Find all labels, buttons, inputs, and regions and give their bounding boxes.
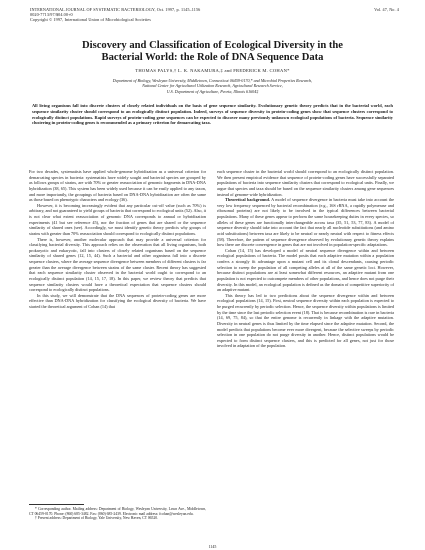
header-volume: Vol. 47, No. 4: [374, 7, 399, 12]
abstract: All living organisms fall into discrete clusters of closely related individuals on the basis of gene sequence similarity. Evolutionary genetic theory predicts that in the bacterial world, each sequence similarity cluster should correspond to an ecologically distinct population. Indeed, surveys of sequence diversity in protein-coding genes show that sequence clusters correspond to ecologically distinct populations. Rapid surveys of protein-coding gene sequences can be expected to discover many previously unknown ecological populations of bacteria. Sequence similarity clustering in protein-coding genes is recommended as a primary criterion for demarcating taxa.: [32, 103, 393, 126]
body-column-right: [217, 169, 394, 539]
running-header: [30, 7, 399, 23]
header-journal-line: INTERNATIONAL JOURNAL OF SYSTEMATIC BACTERIOLOGY, Oct. 1997, p. 1145–1156: [30, 7, 201, 12]
author-list: THOMAS PALYS,† L. K. NAKAMURA,‡ and FREDERICK M. COHAN*: [135, 68, 290, 73]
body-paragraph: However, it is becoming increasingly evident that any particular cut-off value (such as 70%) is arbitrary, and not guaranteed to yield groups of bacteria that correspond to ecological units (52). Also, it is not clear what extent reassociation of genomic DNA corresponds to annual or hybridization experiments (41 but see reference 45), nor the fraction of genes that are shared or the sequence similarity of shared ones (see). Accordingly, we must identify genetic theory predicts why groups of strains with greater than 70% reassociation should correspond to ecologically distinct populations.: [29, 202, 206, 236]
body-paragraph: Cohan (14, 15) has developed a model of neutral sequence divergence within and between ecological populations of bacteria. The model posits that each adaptive mutation within a population confers a strongly fit advantage upon a mutant cell and its clonal descendants, causing periodic selection to sweep the population of all competing alleles at all of the same genetic loci. However, because distinct populations are at least somewhat different resources, an adaptive mutant from one population is not expected to outcompete members of other populations, and hence does not purge their diversity. In this model, an ecological population is defined as the domain of competitive superiority of an adaptive mutant.: [217, 247, 394, 293]
body-paragraph: In this study, we will demonstrate that the DNA sequences of protein-coding genes are more effective than DNA-DNA hybridization for classifying the ecological diversity of bacteria. We have started the theoretical argument of Cohan (14) that: [29, 292, 206, 309]
body-paragraph: For two decades, systematists have applied whole-genome hybridization as a universal criterion for demarcating species in bacteria: systematists have widely sought and bacterial species are grouped by as follows groups of strains, are with 70% or greater reassociation of genomic fragments in DNA-DNA hybridization (38, 65). This system has been widely used because it can be easily applied to any taxon, and more importantly, the groupings of bacteria based on DNA-DNA hybridization are often the same as those based on phenotypic characters and ecology (36).: [29, 169, 206, 203]
footnote-present-address: † Present address: Department of Biology, Yale University, New Haven, CT 06520.: [35, 516, 158, 521]
footnote-corresponding-author: * Corresponding author. Mailing address: Department of Biology, Wesleyan University, Lawn Ave., Middletown, CT 06459-0170. Phone: (860) 685-3482. Fax: (860) 685-2439. Electronic mail address: fcohan@wesleyan.edu.: [29, 507, 206, 516]
title-line-1: Discovery and Classification of Ecological Diversity in the: [82, 40, 343, 51]
footnote-divider: [29, 504, 84, 505]
affiliation-line-3: U.S. Department of Agriculture, Peoria, Illinois 61604‡: [166, 88, 259, 94]
body-paragraph: Theoretical background. A model of sequence divergence in bacteria must take into account the very low frequency sequenced by bacterial recombination (e.g., 16S rRNA, a rapidly polymerase and ribosomal proteins) are not likely to be involved in the typical differences between bacterial populations. Many of these genes appear to perform the same housekeeping duties in every species, so alleles of these genes are functionally interchangeable across taxa (35, 51, 53, 77, 83). A model of sequence diversity should take into account the fact that nearly all nucleotide substitutions (and amino acid substitutions) between taxa are likely to be neutral or nearly neutral with respect to fitness effects (58). Therefore, the pattern of sequence divergence observed by evolutionary genetic theory explains how there are discrete convergence in genes that are not involved in population-specific adaptations.: [217, 197, 394, 248]
footnotes: [29, 507, 206, 521]
body-paragraph: There is, however, another molecular approach that may provide a universal criterion for classifying bacterial diversity. This approach relies on the observation that all living organisms, both prokaryotic and eukaryotic, fall into clusters of closely related organisms based on the sequence similarity of shared genes (12, 15, 44). Such a bacterial and other organisms fall into a discrete sequence clusters, where the average sequence divergence between members of different clusters is far greater than the average divergence between strains of the same cluster. Recent theory has suggested that each sequence similarity cluster observed in the bacterial world ought to correspond to an ecologically distinct population (14, 15, 17, 18). In this paper, we review theory that predicts that sequence similarity clusters would have a theoretical expectation that sequence clusters should correspond to ecologically distinct populations.: [29, 236, 206, 293]
body-column-left: [29, 169, 206, 503]
affiliation-line-1: Department of Biology, Wesleyan University, Middletown, Connecticut 06459-0170,* and Microbial Properties Research,: [112, 78, 313, 83]
header-copyright-line: Copyright © 1997, International Union of Microbiological Societies: [30, 17, 151, 23]
section-heading-theoretical-background: Theoretical background.: [225, 197, 270, 203]
title-line-2: Bacterial World: the Role of DNA Sequence Data: [101, 52, 324, 64]
affiliations: [46, 78, 379, 94]
header-issn-line: 0020-7713/97/$04.00+0: [30, 12, 73, 18]
affiliation-line-2: National Center for Agricultural Utilization Research, Agricultural Research Service,: [142, 83, 283, 89]
body-paragraph: This theory has led to two predictions about the sequence divergence within and between ecological populations (14, 15). First, neutral sequence diversity within each population is expected to be purged recurrently by periodic selection. Hence, the sequence diversity within populations is limited by the time since the last periodic selection event (18). That is because recombination is rare in bacteria (14, 69, 75, 84), so that the entire genome is recurrently in linkage with the adaptive mutation. Diversity in neutral genes is thus limited by the time elapsed since the adaptive mutation. Second, the model predicts that populations become ever more divergent, because the selective sweeps by periodic selection in one population do not purge diversity in another. Hence, distinct populations would be expected to form distinct sequence clusters, and this is predicted for all genes, not just for those involved in adaptation of the population.: [217, 292, 394, 349]
article-title: [40, 40, 385, 65]
page-number: 1145: [208, 544, 217, 549]
body-paragraph: each sequence cluster in the bacterial world should correspond to an ecologically distinct population. We then present empirical evidence that sequence of protein-coding genes have successfully separated populations of bacteria into sequence similarity clusters that correspond to ecological units. Finally, we argue that species and taxa should be based on the sequence similarity clusters among gene sequences instead of genome-wide hybridization.: [217, 169, 394, 197]
